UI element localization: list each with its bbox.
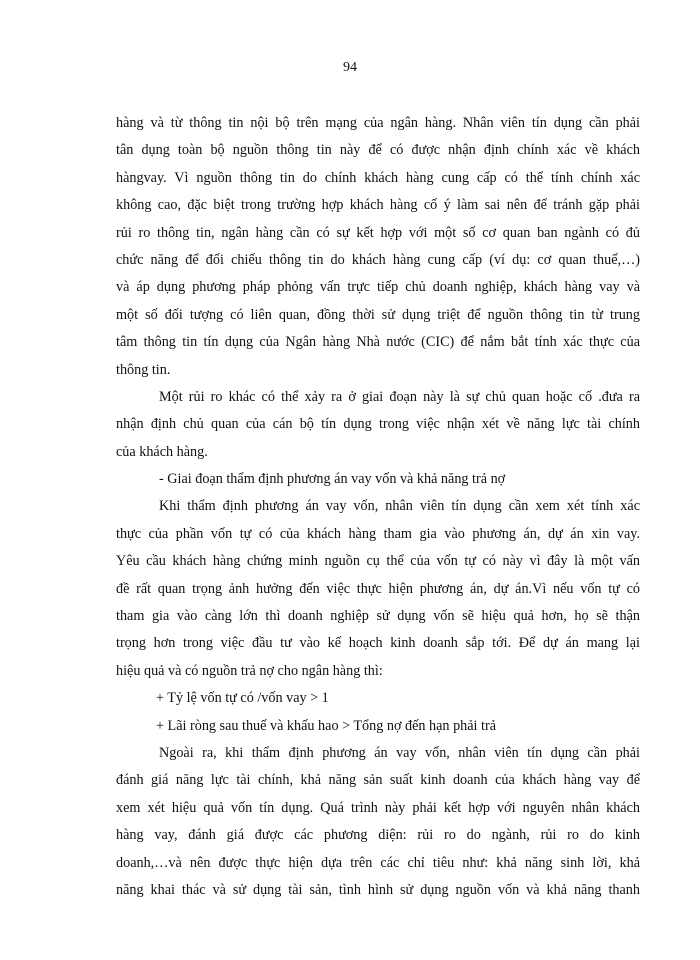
text-line: tân dụng toàn bộ nguồn thông tin này để có được nhận định chính xác về khách	[116, 142, 640, 159]
text-line: thực của phần vốn tự có của khách hàng tham gia vào phương án, dự án xin vay.	[116, 525, 640, 542]
text-line: tham gia vào càng lớn thì doanh nghiệp sử dụng vốn sẽ hiệu quả hơn, họ sẽ thận	[116, 608, 640, 625]
paragraph-condition-profit	[116, 713, 640, 740]
text-line: doanh,…và nên được thực hiện dựa trên các chỉ tiêu như: khả năng sinh lời, khả	[116, 854, 640, 871]
text-line: nhận định chủ quan của cán bộ tín dụng trong việc nhận xét về năng lực tài chính	[116, 416, 640, 433]
paragraph-subjective-risk	[116, 384, 640, 466]
text-line: trọng hơn trong việc đầu tư vào kế hoạch kinh doanh sắp tới. Để dự án mang lại	[116, 635, 640, 652]
text-line: hiệu quả và có nguồn trả nợ cho ngân hàng thì:	[116, 662, 383, 679]
text-line: - Giai đoạn thẩm định phương án vay vốn và khả năng trả nợ	[159, 471, 506, 488]
text-line: xem xét hiệu quả vốn tín dụng. Quá trình này phải kết hợp với nguyên nhân khách	[116, 799, 640, 816]
text-line: Khi thẩm định phương án vay vốn, nhân viên tín dụng cần xem xét tính xác	[159, 498, 640, 515]
paragraph-appraisal-stage-heading	[116, 466, 640, 493]
text-line: tâm thông tin tín dụng của Ngân hàng Nhà nước (CIC) để nắm bắt tính xác thực của	[116, 334, 640, 351]
text-line: đánh giá năng lực tài chính, khả năng sản suất kinh doanh của khách hàng vay để	[116, 772, 640, 789]
paragraph-condition-ratio	[116, 685, 640, 712]
text-line: hàng vay, đánh giá được các phương diện: rủi ro do ngành, rủi ro do kinh	[116, 827, 640, 844]
text-line: và áp dụng phương pháp phỏng vấn trực tiếp chủ doanh nghiệp, khách hàng vay và	[116, 279, 640, 296]
text-line: chức năng để đối chiếu thông tin do khách hàng cung cấp (ví dụ: cơ quan thuế,…)	[116, 251, 640, 268]
text-line: một số đối tượng có liên quan, đồng thời sử dụng triệt để nguồn thông tin từ trung	[116, 306, 640, 323]
text-line: hàng và từ thông tin nội bộ trên mạng của ngân hàng. Nhân viên tín dụng cần phải	[116, 115, 640, 131]
text-line: Yêu cầu khách hàng chứng minh nguồn cụ thể của vốn tự có này vì đây là một vấn	[116, 553, 640, 570]
text-line: Ngoài ra, khi thẩm định phương án vay vốn, nhân viên tín dụng cần phải	[159, 744, 640, 761]
paragraph-own-capital	[116, 493, 640, 685]
page-number: 94	[343, 60, 357, 75]
text-line: năng khai thác và sử dụng tài sản, tình hình sử dụng nguồn vốn và khả năng thanh	[116, 881, 640, 898]
text-line: + Lãi ròng sau thuế và khấu hao > Tổng nợ đến hạn phải trả	[156, 717, 497, 734]
text-line: hàngvay. Vì nguồn thông tin do chính khách hàng cung cấp có thể tính chính xác	[116, 169, 640, 186]
text-line: đề rất quan trọng ảnh hưởng đến việc thực hiện phương án, dự án.Vì nếu vốn tự có	[116, 580, 640, 597]
text-line: rủi ro thông tin, ngân hàng cần có sự kết hợp với một số cơ quan ban ngành có đủ	[116, 224, 640, 241]
text-line: không cao, đặc biệt trong trường hợp khách hàng cố ý làm sai nên để tránh gặp phải	[116, 197, 640, 214]
text-line: thông tin.	[116, 361, 171, 378]
text-line: của khách hàng.	[116, 443, 208, 460]
text-line: + Tỷ lệ vốn tự có /vốn vay > 1	[156, 690, 329, 707]
text-line: Một rủi ro khác có thể xảy ra ở giai đoạn này là sự chủ quan hoặc cố .đưa ra	[159, 388, 640, 405]
body-text	[116, 110, 640, 904]
paragraph-information-sources	[116, 110, 640, 384]
paragraph-financial-capacity	[116, 740, 640, 904]
